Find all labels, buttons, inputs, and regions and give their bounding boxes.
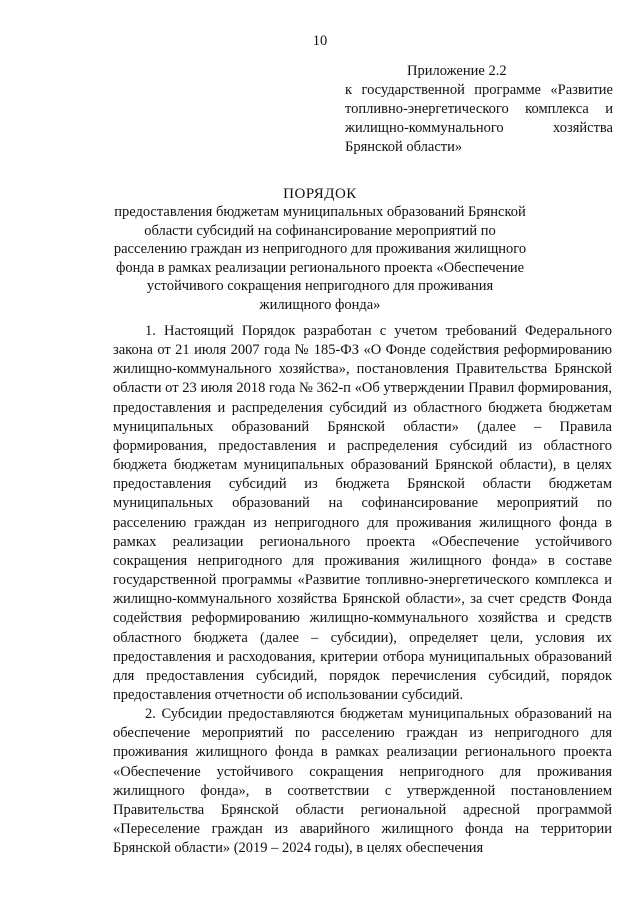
annex-title: Приложение 2.2 [407, 63, 507, 79]
annex-block [345, 62, 613, 157]
document-body [113, 322, 612, 858]
paragraph-1: 1. Настоящий Порядок разработан с учетом требований Федерального закона от 21 июля 2007 года № 185-ФЗ «О Фонде содействия реформированию жилищно-коммунального хозяйства», постановления Правительства Брянской области от 23 июля 2018 года № 362-п «Об утверждении Правил формирования, предоставления и распределения субсидий из областного бюджета бюджетам муниципальных образований Брянской области» (далее – Правила формирования, предоставления и распределения субсидий из областного бюджета бюджетам муниципальных образований Брянской области), в целях предоставления субсидий из бюджета Брянской области бюджетам муниципальных образований на софинансирование мероприятий по расселению граждан из непригодного для проживания жилищного фонда в рамках реализации регионального проекта «Обеспечение устойчивого сокращения непригодного для проживания жилищного фонда» в составе государственной программы «Развитие топливно-энергетического комплекса и жилищно-коммунального хозяйства Брянской области», за счет средств Фонда содействия реформированию жилищно-коммунального хозяйства и средств областного бюджета (далее – субсидии), определяет цели, условия их предоставления и расходования, критерии отбора муниципальных образований для предоставления субсидий, порядок перечисления субсидий, порядок предоставления отчетности об использовании субсидий. [113, 323, 612, 703]
annex-reference: к государственной программе «Развитие топливно-энергетического комплекса и жилищно-коммунального хозяйства Брянской области» [345, 82, 613, 155]
paragraph-2: 2. Субсидии предоставляются бюджетам муниципальных образований на обеспечение мероприятий по расселению граждан из непригодного для проживания жилищного фонда в рамках реализации регионального проекта «Обеспечение устойчивого сокращения непригодного для проживания жилищного фонда», в соответствии с утвержденной постановлением Правительства Брянской области региональной адресной программой «Переселение граждан из аварийного жилищного фонда на территории Брянской области» (2019 – 2024 годы), в целях обеспечения [113, 706, 612, 857]
document-subtitle: предоставления бюджетам муниципальных образований Брянской области субсидий на софинансирование мероприятий по расселению граждан из непригодного для проживания жилищного фонда в рамках реализации регионального проекта «Обеспечение устойчивого сокращения непригодного для проживания жилищного фонда» [113, 204, 527, 313]
document-title: ПОРЯДОК [283, 186, 357, 202]
page-number: 10 [312, 33, 328, 49]
